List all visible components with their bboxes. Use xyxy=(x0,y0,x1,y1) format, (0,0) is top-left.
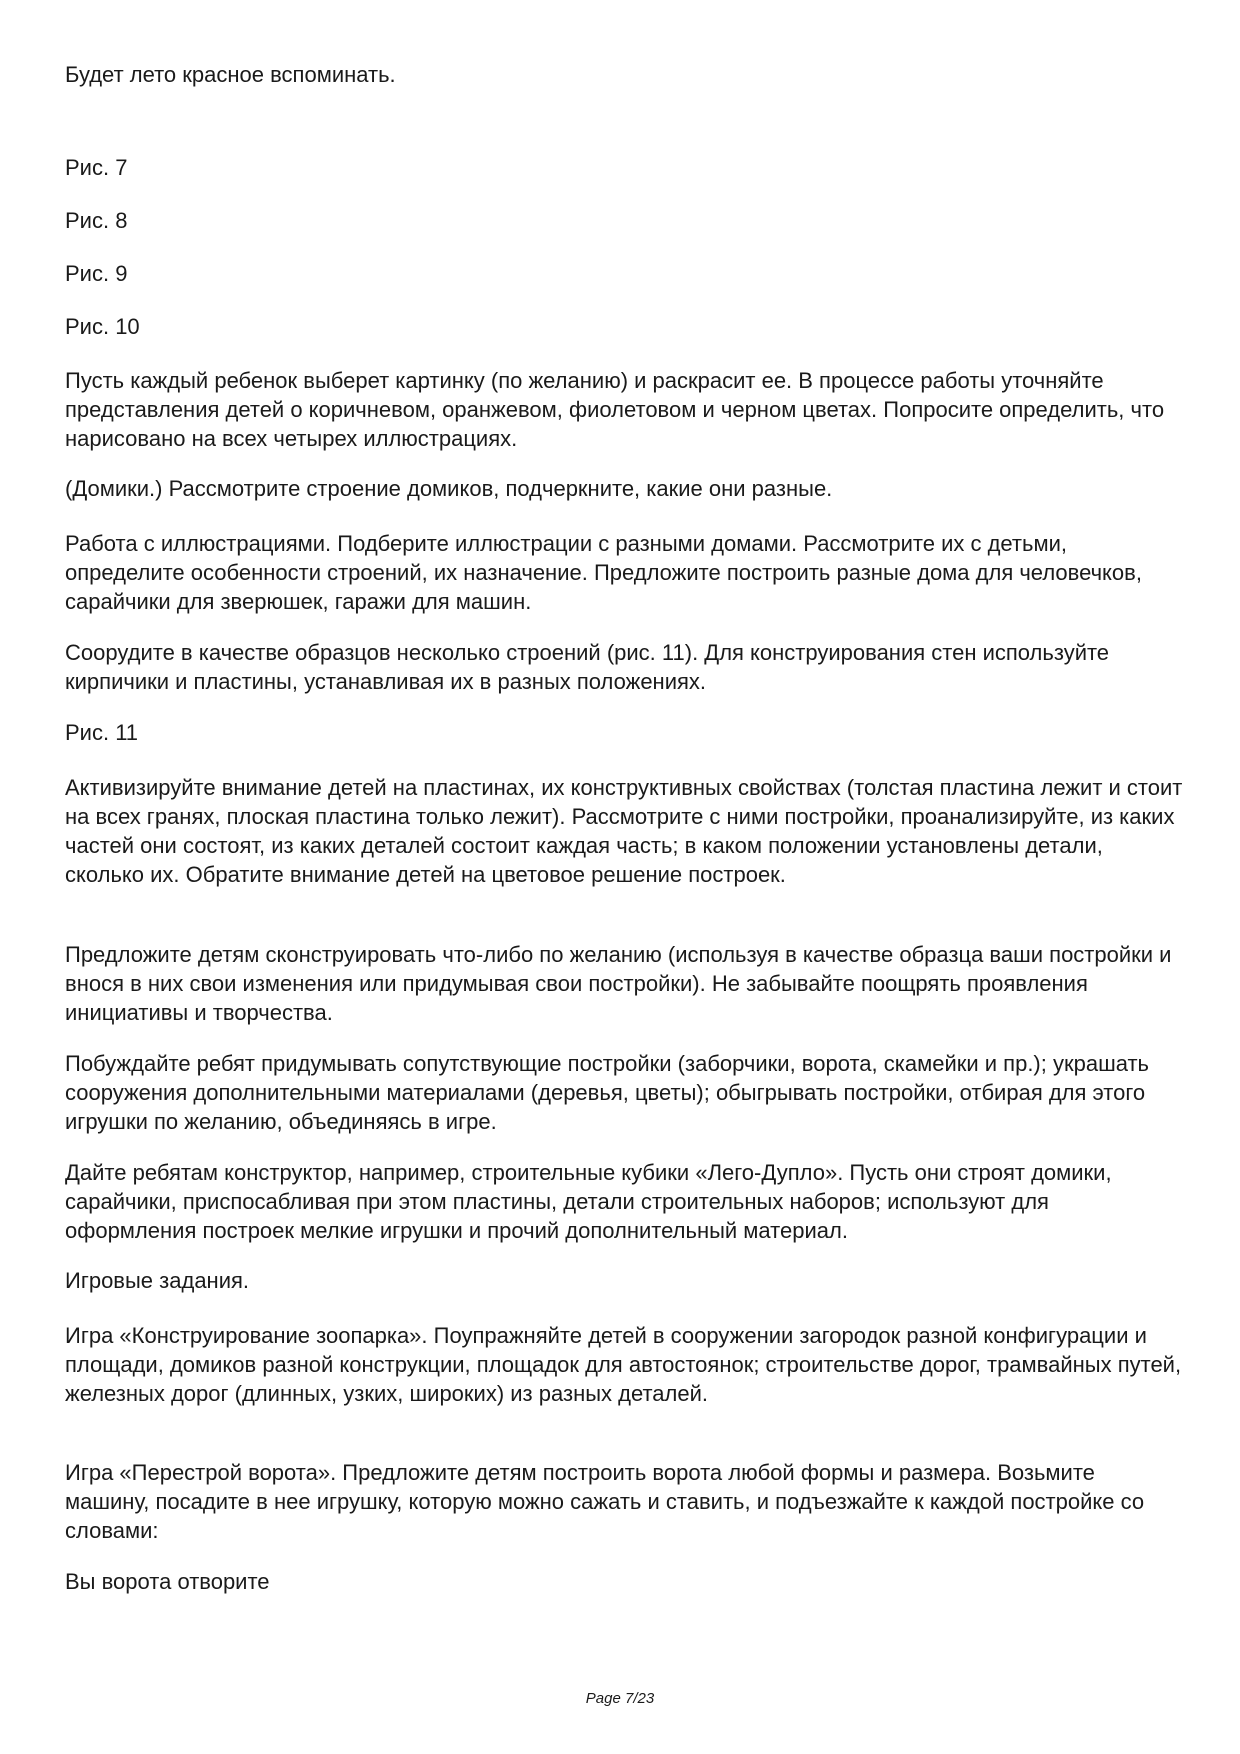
figure-caption-10: Рис. 10 xyxy=(65,314,140,339)
paragraph-houses: (Домики.) Рассмотрите строение домиков, подчеркните, какие они разные. xyxy=(65,476,833,501)
paragraph-plates: Активизируйте внимание детей на пластинах, их конструктивных свойствах (толстая пластина лежит и стоит на всех гранях, плоская пластина только лежит). Рассмотрите с ними постройки, проанализируйте, из каких частей они состоят, из каких деталей состоит каждая часть; в каком положении установлены детали, сколько их. Обратите внимание детей на цветовое решение построек. xyxy=(65,775,1183,887)
paragraph-construct: Предложите детям сконструировать что-либо по желанию (используя в качестве образца ваши постройки и внося в них свои изменения или придумывая свои постройки). Не забывайте поощрять проявления инициативы и творчества. xyxy=(65,942,1172,1025)
page-number-footer: Page 7/23 xyxy=(585,1690,655,1707)
paragraph-gates-game: Игра «Перестрой ворота». Предложите детям построить ворота любой формы и размера. Возьмите машину, посадите в нее игрушку, которую можно сажать и ставить, и подъезжайте к каждой постройке со словами: xyxy=(65,1460,1145,1543)
paragraph-accessories: Побуждайте ребят придумывать сопутствующие постройки (заборчики, ворота, скамейки и пр.); украшать сооружения дополнительными материалами (деревья, цветы); обыгрывать постройки, отбирая для этого игрушки по желанию, объединяясь в игре. xyxy=(65,1051,1150,1134)
figure-caption-11: Рис. 11 xyxy=(65,720,139,745)
figure-caption-8: Рис. 8 xyxy=(65,208,128,233)
paragraph-buildings: Соорудите в качестве образцов несколько строений (рис. 11). Для конструирования стен используйте кирпичики и пластины, устанавливая их в разных положениях. xyxy=(65,640,1110,694)
paragraph-illustrations: Работа с иллюстрациями. Подберите иллюстрации с разными домами. Рассмотрите их с детьми, определите особенности строений, их назначение. Предложите построить разные дома для человечков, сарайчики для зверюшек, гаражи для машин. xyxy=(65,531,1142,614)
figure-caption-9: Рис. 9 xyxy=(65,261,128,286)
paragraph-zoo-game: Игра «Конструирование зоопарка». Поупражняйте детей в сооружении загородок разной конфигурации и площади, домиков разной конструкции, площадок для автостоянок; строительстве дорог, трамвайных путей, железных дорог (длинных, узких, широких) из разных деталей. xyxy=(65,1323,1182,1406)
paragraph-game-tasks: Игровые задания. xyxy=(65,1268,250,1293)
paragraph-poem-line: Будет лето красное вспоминать. xyxy=(65,62,396,87)
paragraph-poem-gates: Вы ворота отворите xyxy=(65,1569,270,1594)
paragraph-coloring: Пусть каждый ребенок выберет картинку (по желанию) и раскрасит ее. В процессе работы уточняйте представления детей о коричневом, оранжевом, фиолетовом и черном цветах. Попросите определить, что нарисовано на всех четырех иллюстрациях. xyxy=(65,368,1165,451)
figure-caption-7: Рис. 7 xyxy=(65,155,128,180)
paragraph-lego: Дайте ребятам конструктор, например, строительные кубики «Лего-Дупло». Пусть они строят домики, сарайчики, приспосабливая при этом пластины, детали строительных наборов; используют для оформления построек мелкие игрушки и прочий дополнительный материал. xyxy=(65,1160,1112,1243)
